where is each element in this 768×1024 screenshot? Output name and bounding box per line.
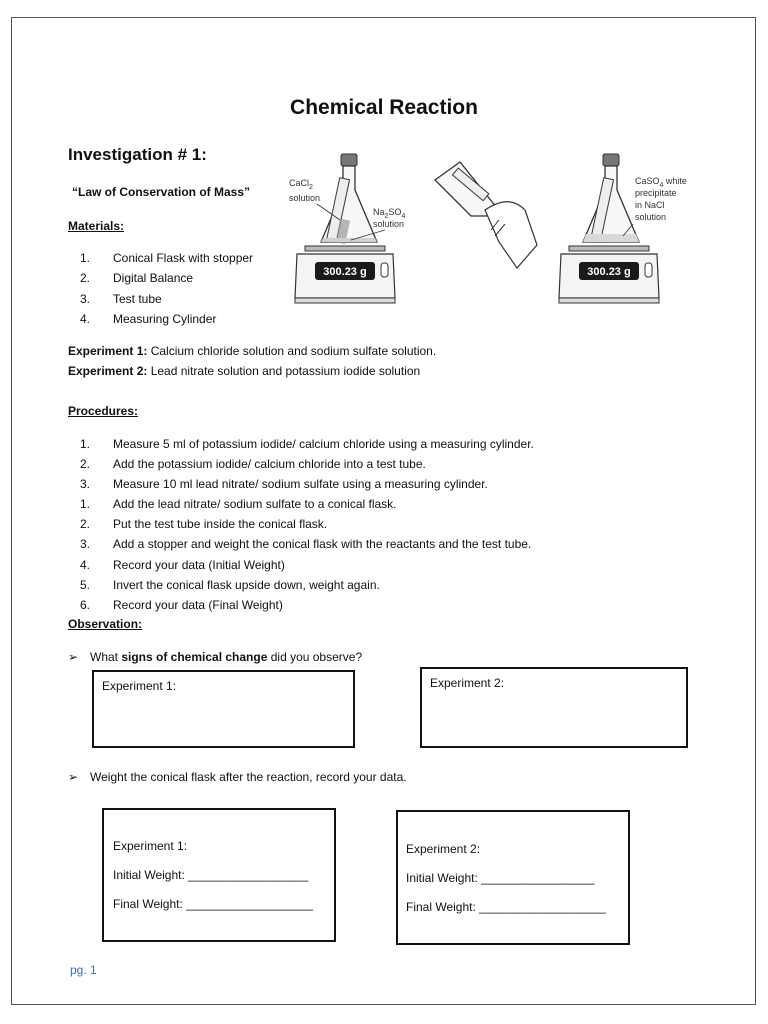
list-item: 1. Measure 5 ml of potassium iodide/ calcium chloride using a measuring cylinder. <box>79 437 534 451</box>
list-item: 6. Record your data (Final Weight) <box>79 597 283 612</box>
final-weight-field[interactable]: Final Weight: ___________________ <box>406 900 606 914</box>
left-conical-flask <box>321 154 377 244</box>
list-item: 3. Test tube <box>79 291 162 306</box>
right-conical-flask <box>583 154 639 242</box>
page-number: pg. 1 <box>70 963 97 977</box>
scale-reading-right: 300.23 g <box>587 266 631 278</box>
experiment-illustration <box>285 150 695 306</box>
procedures-list <box>68 434 534 615</box>
experiment-1-weight-box[interactable] <box>102 808 336 942</box>
list-item: 4. Record your data (Initial Weight) <box>79 557 285 572</box>
box-label: Experiment 1: <box>102 679 177 693</box>
arrow-bullet-icon: ➢ <box>68 650 79 664</box>
materials-list <box>68 248 253 329</box>
svg-text:CaCl2: CaCl$_2$ <box>289 178 313 191</box>
svg-text:precipitate: precipitate <box>635 188 677 198</box>
experiment-2-line: Experiment 2: Lead nitrate solution and potassium iodide solution <box>68 364 421 378</box>
experiment-2-weight-box[interactable] <box>396 810 630 945</box>
list-item: 2. Digital Balance <box>79 271 194 286</box>
list-item: 5. Invert the conical flask upside down, weight again. <box>79 577 380 592</box>
materials-heading: Materials: <box>68 219 125 233</box>
svg-text:solution: solution <box>289 193 321 203</box>
observation-heading: Observation: <box>68 617 143 631</box>
left-digital-balance <box>295 246 395 303</box>
initial-weight-field[interactable]: Initial Weight: _________________ <box>406 871 595 885</box>
box-label: Experiment 2: <box>430 676 505 690</box>
final-weight-field[interactable]: Final Weight: ___________________ <box>113 897 313 911</box>
scale-reading-left: 300.23 g <box>323 266 367 278</box>
arrow-bullet-icon: ➢ <box>68 770 79 784</box>
experiment-1-answer-box[interactable] <box>92 670 355 748</box>
svg-text:Na2SO4: $Na_2SO_4$ <box>373 207 406 220</box>
svg-text:in NaCl: in NaCl <box>635 200 665 210</box>
list-item: 2. Add the potassium iodide/ calcium chloride into a test tube. <box>79 457 426 472</box>
law-subtitle: “Law of Conservation of Mass” <box>72 185 251 199</box>
question-signs-of-change: ➢ What signs of chemical change did you observe? <box>68 650 363 664</box>
right-digital-balance <box>559 246 659 303</box>
list-item: 1. Add the lead nitrate/ sodium sulfate to a conical flask. <box>79 497 397 512</box>
question-record-weight: ➢ Weight the conical flask after the reaction, record your data. <box>68 770 407 784</box>
list-item: 1. Conical Flask with stopper <box>79 251 254 265</box>
list-item: 2. Put the test tube inside the conical flask. <box>79 517 328 532</box>
experiment-1-line: Experiment 1: Calcium chloride solution and sodium sulfate solution. <box>68 344 437 358</box>
svg-text:solution: solution <box>635 212 667 222</box>
investigation-heading: Investigation # 1: <box>68 145 207 164</box>
weight-box-title: Experiment 2: <box>406 842 481 856</box>
tilted-flask-with-hand <box>435 162 537 268</box>
weight-box-title: Experiment 1: <box>113 839 188 853</box>
list-item: 3. Add a stopper and weight the conical flask with the reactants and the test tube. <box>79 537 532 552</box>
svg-text:solution: solution <box>373 219 405 229</box>
page-title: Chemical Reaction <box>290 96 478 119</box>
initial-weight-field[interactable]: Initial Weight: __________________ <box>113 868 309 882</box>
list-item: 3. Measure 10 ml lead nitrate/ sodium sulfate using a measuring cylinder. <box>79 477 488 492</box>
svg-text:CaSO4 white: CaSO$_4$ white <box>635 176 687 189</box>
procedures-heading: Procedures: <box>68 404 139 418</box>
experiment-2-answer-box[interactable] <box>420 667 688 748</box>
list-item: 4. Measuring Cylinder <box>79 311 217 326</box>
